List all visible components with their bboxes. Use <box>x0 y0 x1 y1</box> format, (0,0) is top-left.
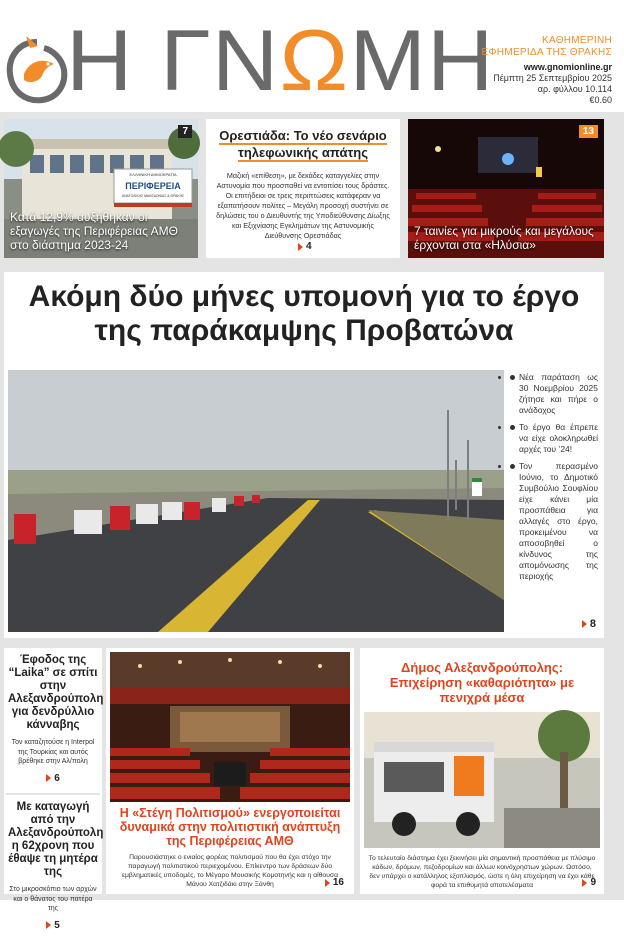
dove-logo-icon <box>4 30 70 106</box>
page-reference: 5 <box>46 920 60 931</box>
right-headline: Δήμος Αλεξανδρούπολης: Επιχείρηση «καθαριότητα» με πενιχρά μέσα <box>389 660 575 705</box>
teaser-headline: Ορεστιάδα: Το νέο σενάριο τηλεφωνικής απάτης <box>219 128 387 160</box>
side-headline: Έφοδος της “Laika” σε σπίτι στην Αλεξανδρούπολη για δενδρύλλιο κάνναβης <box>8 654 104 731</box>
website-link[interactable]: www.gnomionline.gr <box>523 62 612 72</box>
page-arrow-icon <box>582 879 587 887</box>
bullet-item: • Τον περασμένο Ιούνιο, το Δημοτικό Συμβούλιο Σουφλίου είχε κάνει μία προσπάθεια για αλλαγές στο έργο, προκειμένου να αποσοβηθεί ο κίνδυνος της απομόνωσης της περιοχής <box>510 461 598 582</box>
page-reference: 8 <box>582 618 596 630</box>
teaser-phone-scam[interactable] <box>206 119 400 258</box>
bypass-road-photo <box>8 370 504 632</box>
bullet-item: • Το έργο θα έπρεπε να είχε ολοκληρωθεί αρχές του ’24! <box>510 422 598 455</box>
issue-number: αρ. φύλλου 10.114 <box>537 84 612 94</box>
masthead-title: Η ΓΝΩΜΗ <box>66 13 495 109</box>
main-bullets <box>510 372 598 588</box>
issue-date: Πέμπτη 25 Σεπτεμβρίου 2025 <box>493 73 612 83</box>
center-story[interactable] <box>106 648 354 894</box>
teaser-cinema[interactable] <box>408 119 604 258</box>
side-story-burial[interactable] <box>4 795 102 940</box>
page-badge: 13 <box>579 125 598 138</box>
teaser-exports[interactable] <box>4 119 198 258</box>
side-body: Στο μικροσκόπιο των αρχών και ο θάνατος του πατέρα της <box>9 886 97 912</box>
teaser-body: Μαζική «επίθεση», με δεκάδες καταγγελίες στην Αστυνομία που προσπαθεί να εντοπίσει τους δράστες. Οι επιτήδειοι σε τρεις περιπτώσεις κατάφεραν να εξαπατήσουν πολίτες – Μεγάλη προσοχή συστήνει σε δηλώσεις του ο Διευθυντής της Υποδιεύθυνσης Δίωξης και Εξιχνίασης Εγκλημάτων της Αστυνομικής Διεύθυνσης Ορεστιάδας <box>216 171 390 240</box>
right-body: Το τελευταίο διάστημα έχει ξεκινήσει μία σημαντική προσπάθεια με πλύσιμο κάδων, δρόμων, πεζοδρομίων και άλλων κοινόχρηστων χώρων. Ωστόσο, δεν υπάρχει ο κατάλληλος εξοπλισμός, ώστε η όλη επιχείρηση να έχει κάθε φορά τα επιθυμητά αποτελέσματα <box>368 855 596 889</box>
issue-price: €0.60 <box>589 95 612 105</box>
page-reference: 4 <box>298 241 312 252</box>
page-reference: 16 <box>325 877 344 888</box>
main-story-frame <box>4 272 604 638</box>
page-arrow-icon <box>325 879 330 887</box>
concert-hall-photo <box>110 652 350 802</box>
side-column <box>4 648 104 931</box>
page-reference: 9 <box>582 877 596 888</box>
main-headline[interactable]: Ακόμη δύο μήνες υπομονή για το έργο της παράκαμψης Προβατώνα <box>28 280 580 347</box>
page-badge: 7 <box>178 125 192 138</box>
sign-region-subtitle: ΑΝΑΤΟΛΙΚΗΣ ΜΑΚΕΔΟΝΙΑΣ & ΘΡΑΚΗΣ <box>121 194 185 198</box>
cleaning-truck-photo <box>364 712 600 848</box>
masthead-tagline <box>482 35 612 59</box>
tagline-line2: ΕΦΗΜΕΡΙΔΑ ΤΗΣ ΘΡΑΚΗΣ <box>481 47 612 58</box>
masthead <box>0 0 624 112</box>
road-construction-illustration <box>8 370 504 632</box>
teaser-strip <box>0 112 624 266</box>
side-headline: Με καταγωγή από την Αλεξανδρούπολη η 62χρονη που έθαψε τη μητέρα της <box>8 801 104 878</box>
side-story-laika[interactable] <box>4 648 102 793</box>
side-body: Τον καταζητούσε η Interpol της Τουρκίας και αυτός βρέθηκε στην Αλ/πολη <box>11 739 95 765</box>
concert-hall-illustration <box>110 652 350 802</box>
main-story <box>0 266 624 642</box>
sign-republic-text: ΕΛΛΗΝΙΚΗ ΔΗΜΟΚΡΑΤΙΑ <box>129 172 177 177</box>
page-arrow-icon <box>46 774 51 782</box>
tagline-line1: ΚΑΘΗΜΕΡΙΝΗ <box>541 35 612 46</box>
bullet-item: • Νέα παράταση ως 30 Νοεμβρίου 2025 ζήτησε και πήρε ο ανάδοχος <box>510 372 598 416</box>
page-arrow-icon <box>298 243 303 251</box>
bottom-row <box>0 642 624 931</box>
masthead-meta <box>493 62 612 106</box>
teaser-caption: 7 ταινίες για μικρούς και μεγάλους έρχονται στα «Ηλύσια» <box>414 224 594 252</box>
center-body: Παρουσιάστηκε ο ενιαίος φορέας πολιτισμού που θα έχει στόχο την παραγωγή πολιτιστικού περιεχομένου. Επίκεντρο των δράσεων δύο εμβληματικές υποδομές, το Μέγαρο Μουσικής Κομοτηνής και η αίθουσα Μάνου Χατζιδάκι στην Ξάνθη <box>121 854 339 888</box>
sign-region-text: ΠΕΡΙΦΕΡΕΙΑ <box>125 181 181 191</box>
teaser-caption: Κατά 12,9% αυξήθηκαν οι εξαγωγές της Περιφέρειας ΑΜΘ στο διάστημα 2023-24 <box>10 210 178 252</box>
cleaning-truck-illustration <box>364 712 600 848</box>
center-headline: Η «Στέγη Πολιτισμού» ενεργοποιείται δυναμικά στην πολιτιστική ανάπτυξη της Περιφέρειας ΑΜΘ <box>119 806 341 848</box>
page-arrow-icon <box>46 921 51 929</box>
right-story[interactable] <box>360 648 604 894</box>
page-arrow-icon <box>582 620 587 628</box>
page-reference: 6 <box>46 773 60 784</box>
